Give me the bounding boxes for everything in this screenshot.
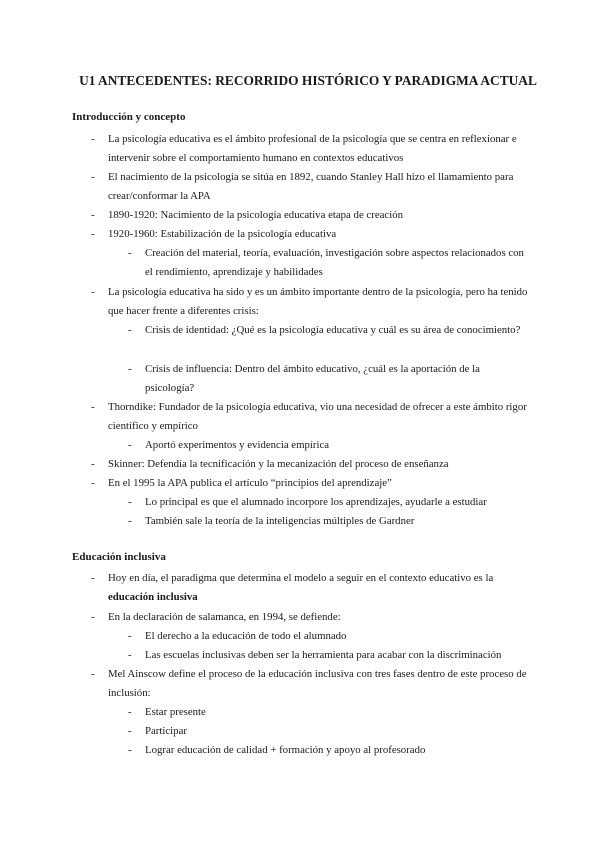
list-item: 1890-1920: Nacimiento de la psicología educativa etapa de creación: [108, 209, 403, 221]
list-item: En la declaración de salamanca, en 1994, se defiende:: [108, 611, 341, 623]
sub-bullet-dash: -: [128, 363, 132, 375]
bullet-dash: -: [91, 171, 95, 183]
list-item-text: Hoy en día, el paradigma que determina el modelo a seguir en el contexto educativo es la: [108, 572, 494, 584]
sub-list-item: Creación del material, teoría, evaluación, investigación sobre aspectos relacionados con el rendimiento, aprendizaje y habilidades: [145, 247, 524, 279]
sub-list-item: Lo principal es que el alumnado incorpore los aprendizajes, ayudarle a estudiar: [145, 496, 487, 508]
list-item: 1920-1960: Estabilización de la psicología educativa: [108, 228, 337, 240]
sub-list-item: Crisis de influencia: Dentro del ámbito educativo, ¿cuál es la aportación de la psicología?: [145, 363, 480, 395]
sub-bullet-dash: -: [128, 744, 132, 756]
bullet-dash: -: [91, 668, 95, 680]
sub-bullet-dash: -: [128, 630, 132, 642]
sub-list-item: Estar presente: [145, 706, 206, 718]
document-title: U1 ANTECEDENTES: RECORRIDO HISTÓRICO Y PARADIGMA ACTUAL: [79, 73, 537, 88]
bullet-dash: -: [91, 458, 95, 470]
list-item: La psicología educativa ha sido y es un ámbito importante dentro de la psicología, pero ha tenido que hacer frente a diferentes crisis:: [108, 286, 528, 318]
list-item: El nacimiento de la psicología se sitúa en 1892, cuando Stanley Hall hizo el llamamiento para crear/conformar la APA: [108, 171, 514, 203]
sub-bullet-dash: -: [128, 725, 132, 737]
sub-list-item: Lograr educación de calidad + formación y apoyo al profesorado: [145, 744, 426, 756]
list-item: Mel Ainscow define el proceso de la educación inclusiva con tres fases dentro de este proceso de inclusión:: [108, 668, 527, 700]
sub-bullet-dash: -: [128, 649, 132, 661]
section-heading-educacion-inclusiva: Educación inclusiva: [72, 551, 166, 563]
bullet-dash: -: [91, 611, 95, 623]
list-item: [108, 569, 528, 608]
bullet-dash: -: [91, 133, 95, 145]
list-item: Skinner: Defendía la tecnificación y la mecanización del proceso de enseñanza: [108, 458, 449, 470]
sub-bullet-dash: -: [128, 324, 132, 336]
list-item: La psicología educativa es el ámbito profesional de la psicología que se centra en reflexionar e intervenir sobre el comportamiento humano en contextos educativos: [108, 133, 517, 165]
list-item: En el 1995 la APA publica el artículo “principios del aprendizaje”: [108, 477, 392, 489]
bold-term: educación inclusiva: [108, 591, 198, 604]
sub-bullet-dash: -: [128, 496, 132, 508]
sub-bullet-dash: -: [128, 439, 132, 451]
sub-list-item: El derecho a la educación de todo el alumnado: [145, 630, 347, 642]
bullet-dash: -: [91, 228, 95, 240]
sub-list-item: Crisis de identidad: ¿Qué es la psicología educativa y cuál es su área de conocimiento?: [145, 324, 521, 336]
bullet-dash: -: [91, 572, 95, 584]
bullet-dash: -: [91, 401, 95, 413]
sub-list-item: También sale la teoría de la inteligencias múltiples de Gardner: [145, 515, 415, 527]
section-heading-introduccion: Introducción y concepto: [72, 111, 186, 123]
sub-list-item: Las escuelas inclusivas deben ser la herramienta para acabar con la discriminación: [145, 649, 502, 661]
bullet-dash: -: [91, 209, 95, 221]
sub-bullet-dash: -: [128, 515, 132, 527]
sub-list-item: Aportó experimentos y evidencia empírica: [145, 439, 330, 451]
sub-list-item: Participar: [145, 725, 187, 737]
bullet-dash: -: [91, 477, 95, 489]
sub-bullet-dash: -: [128, 706, 132, 718]
list-item: Thorndike: Fundador de la psicología educativa, vio una necesidad de ofrecer a este ámbito rigor científico y empírico: [108, 401, 527, 433]
sub-bullet-dash: -: [128, 247, 132, 259]
bullet-dash: -: [91, 286, 95, 298]
